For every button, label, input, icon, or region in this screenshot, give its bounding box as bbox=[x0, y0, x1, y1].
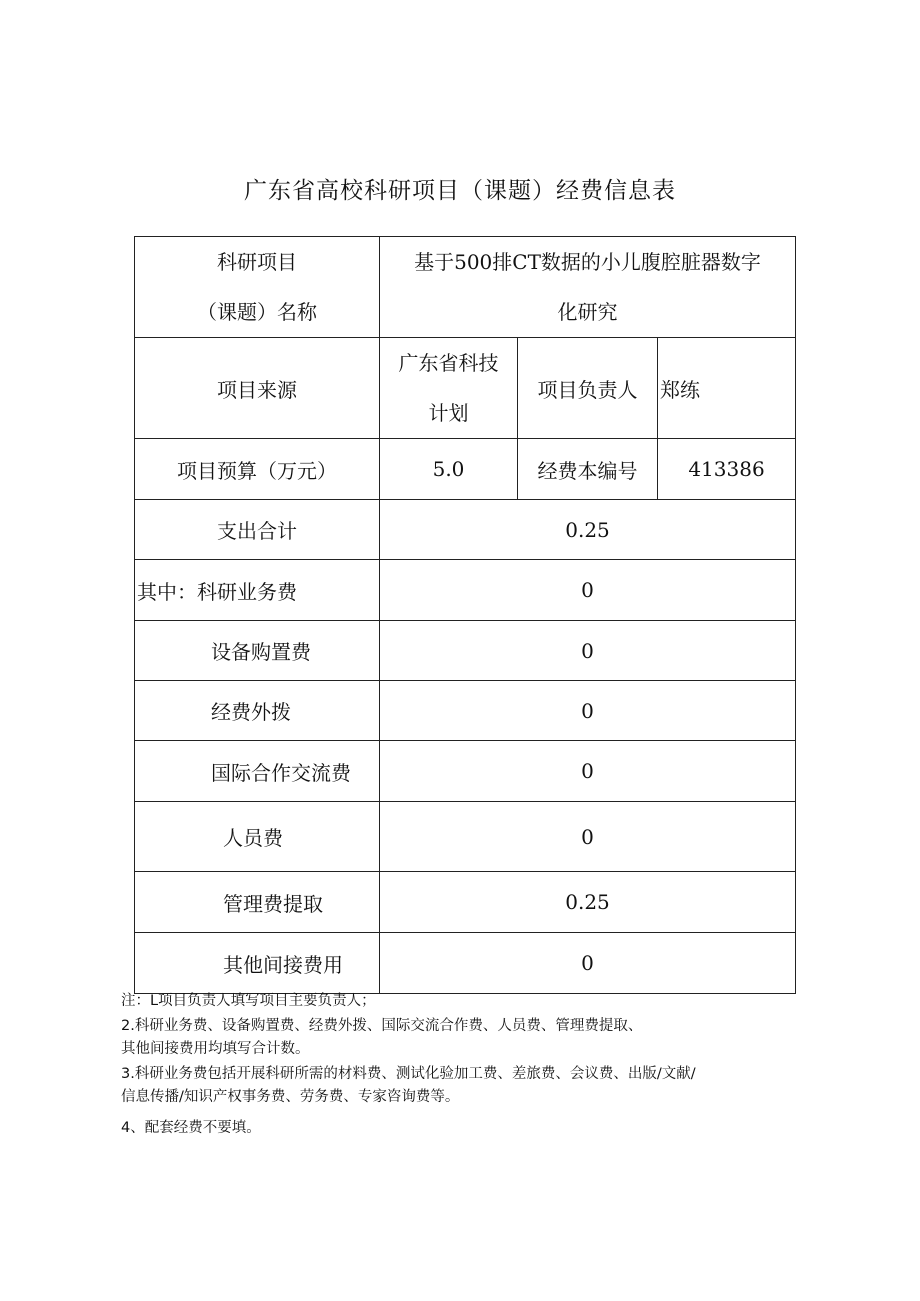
row-value: 0 bbox=[380, 621, 796, 681]
note-line: 注：L项目负责人填写项目主要负责人； bbox=[121, 993, 376, 1009]
project-name-line2: 化研究 bbox=[557, 300, 618, 324]
row-value: 0 bbox=[380, 560, 796, 621]
project-name-label bbox=[135, 237, 380, 338]
fund-number-value: 413386 bbox=[658, 439, 796, 500]
project-name-label-line2: （课题）名称 bbox=[197, 300, 317, 324]
row-label: 人员费 bbox=[135, 802, 380, 872]
fund-info-table bbox=[134, 236, 796, 994]
row-label: 支出合计 bbox=[135, 500, 380, 560]
note-line: 3.科研业务费包括开展科研所需的材料费、测试化验加工费、差旅费、会议费、出版/文献/ bbox=[121, 1066, 696, 1082]
row-label: 其他间接费用 bbox=[135, 933, 380, 994]
note-line: 信息传播/知识产权事务费、劳务费、专家咨询费等。 bbox=[121, 1089, 460, 1105]
table-row bbox=[135, 560, 796, 621]
fund-number-label: 经费本编号 bbox=[518, 439, 658, 500]
table-row bbox=[135, 802, 796, 872]
row-value: 0 bbox=[380, 802, 796, 872]
table-row bbox=[135, 741, 796, 802]
budget-label: 项目预算（万元） bbox=[135, 439, 380, 500]
table-row bbox=[135, 681, 796, 741]
source-line2: 计划 bbox=[428, 401, 469, 425]
row-label: 经费外拨 bbox=[135, 681, 380, 741]
source-value bbox=[380, 338, 518, 439]
row-label: 设备购置费 bbox=[135, 621, 380, 681]
project-name-line1: 基于500排CT数据的小儿腹腔脏器数字 bbox=[414, 250, 761, 274]
page-title: 广东省高校科研项目（课题）经费信息表 bbox=[244, 178, 676, 204]
table-row bbox=[135, 872, 796, 933]
project-name-value bbox=[380, 237, 796, 338]
project-name-label-line1: 科研项目 bbox=[217, 250, 297, 274]
table-row bbox=[135, 621, 796, 681]
notes bbox=[121, 990, 821, 1140]
table-row bbox=[135, 933, 796, 994]
row-value: 0.25 bbox=[380, 500, 796, 560]
table-row bbox=[135, 500, 796, 560]
note-line: 2.科研业务费、设备购置费、经费外拨、国际交流合作费、人员费、管理费提取、 bbox=[121, 1018, 643, 1034]
leader-label: 项目负责人 bbox=[518, 338, 658, 439]
leader-value: 郑练 bbox=[658, 338, 796, 439]
row-value: 0 bbox=[380, 681, 796, 741]
row-value: 0 bbox=[380, 933, 796, 994]
row-label: 国际合作交流费 bbox=[135, 741, 380, 802]
row-label: 管理费提取 bbox=[135, 872, 380, 933]
row-value: 0 bbox=[380, 741, 796, 802]
source-line1: 广东省科技 bbox=[398, 351, 499, 375]
row-value: 0.25 bbox=[380, 872, 796, 933]
budget-value: 5.0 bbox=[380, 439, 518, 500]
note-line: 4、配套经费不要填。 bbox=[121, 1120, 261, 1136]
row-label: 其中：科研业务费 bbox=[135, 560, 380, 621]
source-label: 项目来源 bbox=[135, 338, 380, 439]
note-line: 其他间接费用均填写合计数。 bbox=[121, 1041, 310, 1057]
